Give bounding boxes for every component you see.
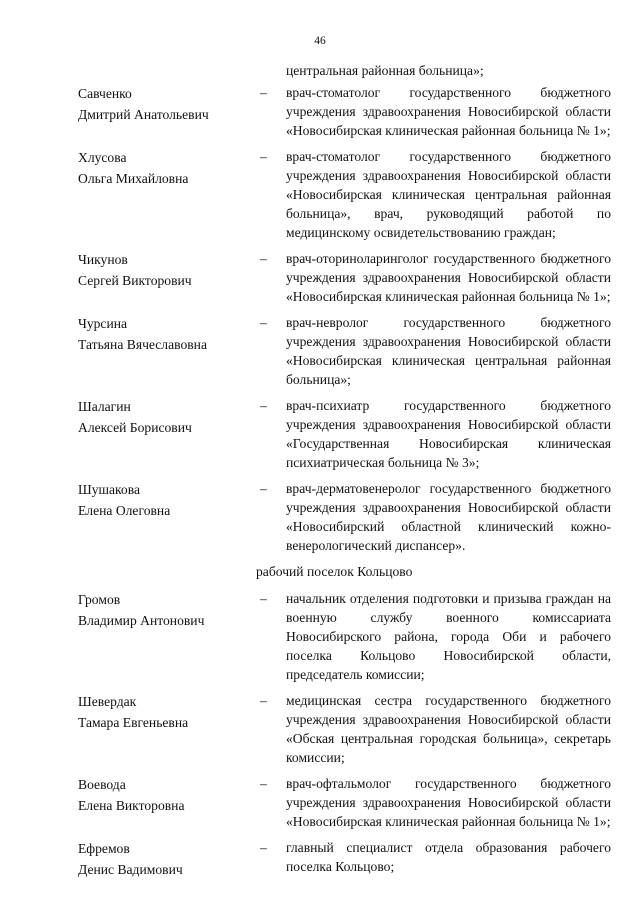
given-name: Ольга Михайловна xyxy=(78,171,189,186)
dash: – xyxy=(260,315,267,330)
dash: – xyxy=(260,693,267,708)
section-2-list xyxy=(0,589,640,880)
section-heading: рабочий поселок Кольцово xyxy=(256,564,413,579)
dash: – xyxy=(260,85,267,100)
dash: – xyxy=(260,840,267,855)
continuation-text: центральная районная больница»; xyxy=(286,63,484,78)
list-item xyxy=(78,147,640,242)
list-item xyxy=(78,691,640,767)
dash: – xyxy=(260,591,267,606)
list-item xyxy=(78,479,640,555)
position-description: врач-стоматолог государственного бюджетного учреждения здравоохранения Новосибирской области «Новосибирская клиническая центральная районная больница», врач, руководящий работой по медицинскому освидетельствованию граждан; xyxy=(286,149,611,240)
person-name xyxy=(78,249,256,306)
list-item xyxy=(78,589,640,684)
person-name xyxy=(78,838,256,880)
person-name xyxy=(78,147,256,242)
person-name xyxy=(78,83,256,140)
given-name: Владимир Антонович xyxy=(78,613,205,628)
list-item xyxy=(78,396,640,472)
surname: Чурсина xyxy=(78,316,128,331)
dash: – xyxy=(260,251,267,266)
person-name xyxy=(78,396,256,472)
person-name xyxy=(78,479,256,555)
position-description: врач-дерматовенеролог государственного бюджетного учреждения здравоохранения Новосибирской области «Новосибирский областной клинический кожно-венерологический диспансер». xyxy=(286,481,611,553)
given-name: Елена Викторовна xyxy=(78,798,185,813)
dash: – xyxy=(260,481,267,496)
position-description: врач-офтальмолог государственного бюджетного учреждения здравоохранения Новосибирской области «Новосибирская клиническая районная больница № 1»; xyxy=(286,776,611,829)
surname: Чикунов xyxy=(78,252,128,267)
surname: Громов xyxy=(78,592,121,607)
surname: Воевода xyxy=(78,777,126,792)
position-description: медицинская сестра государственного бюджетного учреждения здравоохранения Новосибирской области «Обская центральная городская больница», секретарь комиссии; xyxy=(286,693,611,765)
person-name xyxy=(78,691,256,767)
list-item xyxy=(78,313,640,389)
dash: – xyxy=(260,398,267,413)
document-body xyxy=(0,61,640,887)
position-description: врач-психиатр государственного бюджетного учреждения здравоохранения Новосибирской области «Государственная Новосибирская клиническая психиатрическая больница № 3»; xyxy=(286,398,611,470)
position-description: врач-оториноларинголог государственного бюджетного учреждения здравоохранения Новосибирской области «Новосибирская клиническая районная больница № 1»; xyxy=(286,251,611,304)
surname: Шалагин xyxy=(78,399,131,414)
page-number: 46 xyxy=(314,35,326,47)
person-name xyxy=(78,313,256,389)
position-description: врач-стоматолог государственного бюджетного учреждения здравоохранения Новосибирской области «Новосибирская клиническая районная больница № 1»; xyxy=(286,85,611,138)
list-item xyxy=(78,249,640,306)
surname: Шевердак xyxy=(78,694,137,709)
given-name: Татьяна Вячеславовна xyxy=(78,337,207,352)
position-description: главный специалист отдела образования рабочего поселка Кольцово; xyxy=(286,840,611,874)
position-description: врач-невролог государственного бюджетного учреждения здравоохранения Новосибирской области «Новосибирская клиническая центральная районная больница»; xyxy=(286,315,611,387)
list-item xyxy=(78,83,640,140)
person-name xyxy=(78,774,256,831)
list-item xyxy=(78,774,640,831)
surname: Ефремов xyxy=(78,841,130,856)
dash: – xyxy=(260,149,267,164)
given-name: Дмитрий Анатольевич xyxy=(78,107,209,122)
given-name: Сергей Викторович xyxy=(78,273,192,288)
position-description: начальник отделения подготовки и призыва граждан на военную службу военного комиссариата Новосибирского района, города Оби и рабочего поселка Кольцово Новосибирской области, председатель комиссии; xyxy=(286,591,611,682)
section-1-list xyxy=(0,83,640,555)
dash: – xyxy=(260,776,267,791)
person-name xyxy=(78,589,256,684)
given-name: Елена Олеговна xyxy=(78,503,171,518)
surname: Шушакова xyxy=(78,482,140,497)
surname: Хлусова xyxy=(78,150,127,165)
given-name: Денис Вадимович xyxy=(78,862,183,877)
list-item xyxy=(78,838,640,880)
surname: Савченко xyxy=(78,86,132,101)
given-name: Алексей Борисович xyxy=(78,420,192,435)
given-name: Тамара Евгеньевна xyxy=(78,715,189,730)
